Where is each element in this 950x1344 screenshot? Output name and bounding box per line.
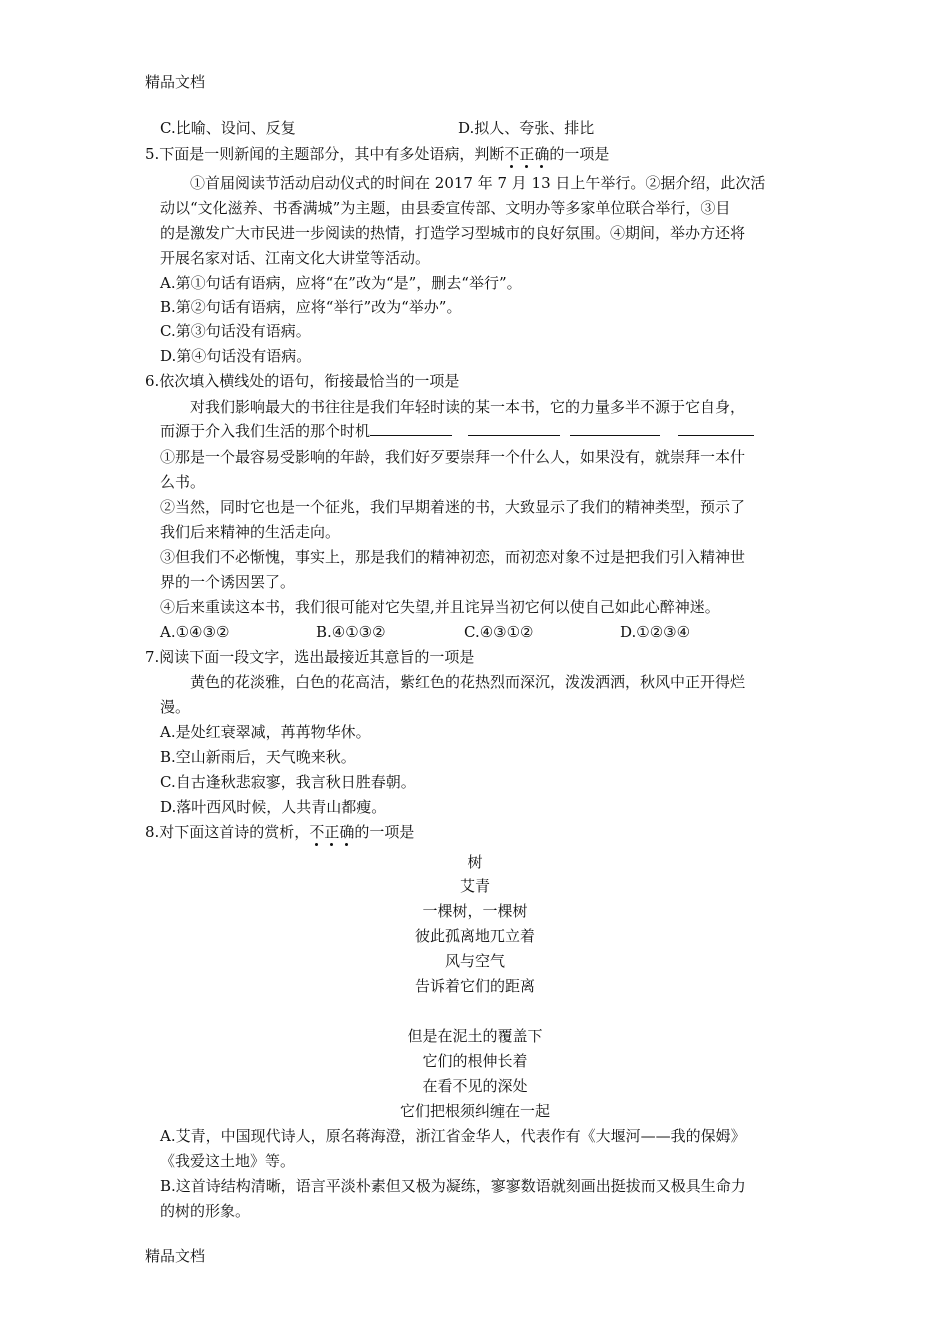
q5-passage-line: 的是激发广大市民进一步阅读的热情，打造学习型城市的良好氛围。④期间，举办方还将 xyxy=(160,224,746,242)
poem-line: 在看不见的深处 xyxy=(422,1077,528,1095)
q5-option-d: D.第④句话没有语病。 xyxy=(160,347,312,365)
q6-stem: 6.依次填入横线处的语句，衔接最恰当的一项是 xyxy=(145,372,460,390)
q6-option-b: B.④①③② xyxy=(316,623,386,641)
fill-blank-4 xyxy=(678,421,754,436)
q6-item-line: ③但我们不必惭愧，事实上，那是我们的精神初恋，而初恋对象不过是把我们引入精神世 xyxy=(160,548,746,566)
page-header: 精品文档 xyxy=(145,73,206,91)
q7-option-c: C.自古逢秋悲寂寥，我言秋日胜春朝。 xyxy=(160,773,416,791)
q6-item-line: ①那是一个最容易受影响的年龄，我们好歹要崇拜一个什么人，如果没有，就崇拜一本什 xyxy=(160,448,746,466)
q5-passage-line: ①首届阅读节活动启动仪式的时间在 2017 年 7 月 13 日上午举行。②据介绍，此次活 xyxy=(190,174,766,192)
poem-line: 告诉着它们的距离 xyxy=(414,977,535,995)
poem-line: 彼此孤离地兀立着 xyxy=(414,927,535,945)
page-footer: 精品文档 xyxy=(145,1247,206,1265)
q7-stem: 7.阅读下面一段文字，选出最接近其意旨的一项是 xyxy=(145,648,475,666)
q5-option-c: C.第③句话没有语病。 xyxy=(160,322,311,340)
fill-blank-3 xyxy=(570,421,660,436)
q8-emphasis-2: 正 xyxy=(324,823,340,841)
poem-author: 艾青 xyxy=(459,877,490,895)
q5-emphasis-3: 确 xyxy=(534,145,550,163)
q5-emphasis-2: 正 xyxy=(519,145,535,163)
q5-stem-post: 的一项是 xyxy=(549,145,610,163)
q7-passage-line: 漫。 xyxy=(160,698,191,716)
q5-passage-line: 开展名家对话、江南文化大讲堂等活动。 xyxy=(160,249,431,267)
poem-line: 它们把根须纠缠在一起 xyxy=(399,1102,550,1120)
q8-option-a-line: 《我爱这土地》等。 xyxy=(160,1152,296,1170)
q6-option-a: A.①④③② xyxy=(160,623,230,641)
q5-stem-pre: 5.下面是一则新闻的主题部分，其中有多处语病，判断 xyxy=(145,145,505,163)
q6-passage-line: 而源于介入我们生活的那个时机 xyxy=(160,422,371,440)
q5-option-b: B.第②句话有语病，应将“举行”改为“举办”。 xyxy=(160,298,462,316)
q8-option-a-line: A.艾青，中国现代诗人，原名蒋海澄，浙江省金华人，代表作有《大堰河——我的保姆》 xyxy=(160,1127,746,1145)
q7-option-d: D.落叶西风时候，人共青山都瘦。 xyxy=(160,798,387,816)
poem-line: 但是在泥土的覆盖下 xyxy=(407,1027,543,1045)
fill-blank-2 xyxy=(468,421,560,436)
q6-item-line: 界的一个诱因罢了。 xyxy=(160,573,296,591)
q5-stem xyxy=(145,143,609,165)
poem-title: 树 xyxy=(467,853,483,871)
q4-option-c: C.比喻、设问、反复 xyxy=(160,119,296,137)
fill-blank-1 xyxy=(370,421,452,436)
q8-stem-post: 的一项是 xyxy=(354,823,415,841)
q6-option-c: C.④③①② xyxy=(464,623,534,641)
poem-line: 一棵树，一棵树 xyxy=(422,902,528,920)
q8-emphasis-1: 不 xyxy=(309,823,325,841)
q6-item-line: 么书。 xyxy=(160,473,206,491)
q6-item-line: ②当然，同时它也是一个征兆，我们早期着迷的书，大致显示了我们的精神类型，预示了 xyxy=(160,498,746,516)
q8-emphasis-3: 确 xyxy=(339,823,355,841)
q6-option-d: D.①②③④ xyxy=(620,623,691,641)
q8-option-b-line: 的树的形象。 xyxy=(160,1202,251,1220)
q8-stem xyxy=(145,821,414,843)
poem-line: 风与空气 xyxy=(444,952,505,970)
q5-passage-line: 动以“文化滋养、书香满城”为主题，由县委宣传部、文明办等多家单位联合举行，③目 xyxy=(160,199,731,217)
q6-passage-line: 对我们影响最大的书往往是我们年轻时读的某一本书，它的力量多半不源于它自身， xyxy=(190,398,746,416)
q7-option-b: B.空山新雨后，天气晚来秋。 xyxy=(160,748,356,766)
q6-item-line: 我们后来精神的生活走向。 xyxy=(160,523,341,541)
q8-stem-pre: 8.对下面这首诗的赏析， xyxy=(145,823,310,841)
q7-option-a: A.是处红衰翠减，苒苒物华休。 xyxy=(160,723,371,741)
q4-option-d: D.拟人、夸张、排比 xyxy=(458,119,595,137)
q6-passage-line-with-blanks xyxy=(160,420,754,442)
poem-line: 它们的根伸长着 xyxy=(422,1052,528,1070)
q5-emphasis-1: 不 xyxy=(504,145,520,163)
q8-option-b-line: B.这首诗结构清晰，语言平淡朴素但又极为凝练，寥寥数语就刻画出挺拔而又极具生命力 xyxy=(160,1177,746,1195)
q6-item-line: ④后来重读这本书，我们很可能对它失望,并且诧异当初它何以使自己如此心醉神迷。 xyxy=(160,598,720,616)
q5-option-a: A.第①句话有语病，应将“在”改为“是”，删去“举行”。 xyxy=(160,274,522,292)
q7-passage-line: 黄色的花淡雅，白色的花高洁，紫红色的花热烈而深沉，泼泼洒洒，秋风中正开得烂 xyxy=(190,673,746,691)
